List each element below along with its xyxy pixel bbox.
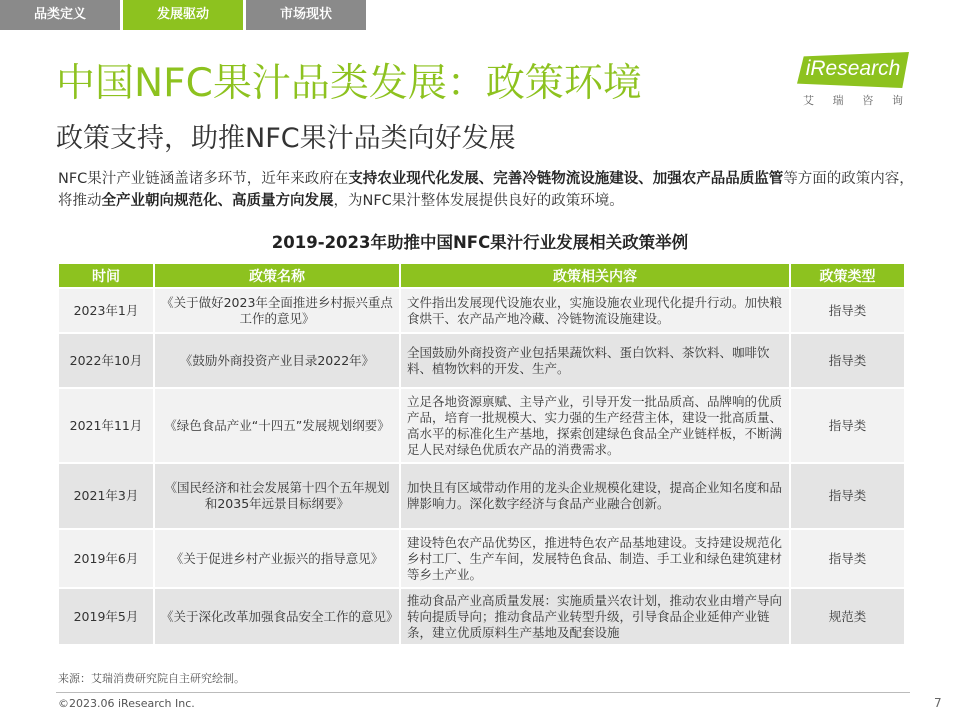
cell-policy-content: 立足各地资源禀赋、主导产业，引导开发一批品质高、品牌响的优质产品，培育一批规模大、实力强的生产经营主体，建设一批高质量、高水平的标准化生产基地，探索创建绿色食品全产业链样板，不断满足人民对绿色优质农产品的消费需求。 bbox=[401, 389, 789, 462]
table-row bbox=[59, 389, 904, 462]
tab-development-drivers[interactable]: 发展驱动 bbox=[123, 0, 243, 30]
logo-sub-char: 咨 bbox=[862, 94, 874, 107]
policy-table bbox=[57, 262, 906, 646]
section-tabs bbox=[0, 0, 369, 30]
intro-emphasis: 全产业朝向规范化、高质量方向发展 bbox=[101, 193, 334, 209]
tab-product-definition[interactable]: 品类定义 bbox=[0, 0, 120, 30]
cell-time: 2021年3月 bbox=[59, 464, 153, 528]
page-title: 中国NFC果汁品类发展：政策环境 bbox=[56, 61, 642, 106]
tab-market-status[interactable]: 市场现状 bbox=[246, 0, 366, 30]
cell-policy-name: 《国民经济和社会发展第十四个五年规划和2035年远景目标纲要》 bbox=[155, 464, 399, 528]
cell-policy-content: 建设特色农产品优势区，推进特色农产品基地建设。支持建设规范化乡村工厂、生产车间，发展特色食品、制造、手工业和绿色建筑建材等乡土产业。 bbox=[401, 530, 789, 587]
header-policy-content: 政策相关内容 bbox=[401, 264, 789, 287]
intro-text: 等方面的政策内容，将推动 bbox=[58, 171, 914, 209]
logo-sub-char: 询 bbox=[891, 94, 903, 107]
cell-time: 2023年1月 bbox=[59, 289, 153, 332]
header-policy-type: 政策类型 bbox=[791, 264, 904, 287]
cell-policy-type: 指导类 bbox=[791, 464, 904, 528]
cell-time: 2019年5月 bbox=[59, 589, 153, 644]
intro-emphasis: 支持农业现代化发展、完善冷链物流设施建设、加强农产品品质监管 bbox=[348, 171, 784, 187]
cell-policy-type: 指导类 bbox=[791, 389, 904, 462]
page-subtitle: 政策支持，助推NFC果汁品类向好发展 bbox=[56, 123, 516, 154]
cell-policy-content: 加快且有区域带动作用的龙头企业规模化建设，提高企业知名度和品牌影响力。深化数字经济与食品产业融合创新。 bbox=[401, 464, 789, 528]
table-row bbox=[59, 589, 904, 644]
footer-divider bbox=[56, 692, 910, 693]
source-note: 来源：艾瑞消费研究院自主研究绘制。 bbox=[58, 672, 245, 685]
table-header-row bbox=[59, 264, 904, 287]
cell-time: 2019年6月 bbox=[59, 530, 153, 587]
copyright: ©2023.06 iResearch Inc. bbox=[58, 697, 195, 710]
logo-brand-text: iResearch bbox=[805, 57, 901, 80]
logo-sub-char: 瑞 bbox=[832, 94, 844, 107]
table-row bbox=[59, 334, 904, 387]
cell-policy-type: 指导类 bbox=[791, 530, 904, 587]
cell-policy-name: 《鼓励外商投资产业目录2022年》 bbox=[155, 334, 399, 387]
cell-policy-type: 指导类 bbox=[791, 289, 904, 332]
cell-policy-content: 文件指出发展现代设施农业，实施设施农业现代化提升行动。加快粮食烘干、农产品产地冷藏、冷链物流设施建设。 bbox=[401, 289, 789, 332]
header-time: 时间 bbox=[59, 264, 153, 287]
header-policy-name: 政策名称 bbox=[155, 264, 399, 287]
iresearch-logo bbox=[793, 52, 913, 108]
table-row bbox=[59, 530, 904, 587]
cell-policy-type: 规范类 bbox=[791, 589, 904, 644]
cell-time: 2021年11月 bbox=[59, 389, 153, 462]
cell-policy-name: 《绿色食品产业“十四五”发展规划纲要》 bbox=[155, 389, 399, 462]
cell-policy-content: 全国鼓励外商投资产业包括果蔬饮料、蛋白饮料、茶饮料、咖啡饮料、植物饮料的开发、生产。 bbox=[401, 334, 789, 387]
intro-text: NFC果汁产业链涵盖诸多环节，近年来政府在 bbox=[58, 171, 349, 187]
cell-time: 2022年10月 bbox=[59, 334, 153, 387]
cell-policy-type: 指导类 bbox=[791, 334, 904, 387]
table-title: 2019-2023年助推中国NFC果汁行业发展相关政策举例 bbox=[271, 233, 689, 252]
cell-policy-content: 推动食品产业高质量发展：实施质量兴农计划，推动农业由增产导向转向提质导向；推动食品产业转型升级，引导食品企业延伸产业链条，建立优质原料生产基地及配套设施 bbox=[401, 589, 789, 644]
table-row bbox=[59, 464, 904, 528]
intro-paragraph bbox=[58, 168, 918, 212]
table-row bbox=[59, 289, 904, 332]
cell-policy-name: 《关于做好2023年全面推进乡村振兴重点工作的意见》 bbox=[155, 289, 399, 332]
intro-text: ，为NFC果汁整体发展提供良好的政策环境。 bbox=[333, 193, 624, 209]
cell-policy-name: 《关于深化改革加强食品安全工作的意见》 bbox=[155, 589, 399, 644]
logo-sub-char: 艾 bbox=[803, 94, 814, 107]
page-number: 7 bbox=[934, 696, 942, 710]
logo-subtext bbox=[797, 92, 909, 108]
cell-policy-name: 《关于促进乡村产业振兴的指导意见》 bbox=[155, 530, 399, 587]
